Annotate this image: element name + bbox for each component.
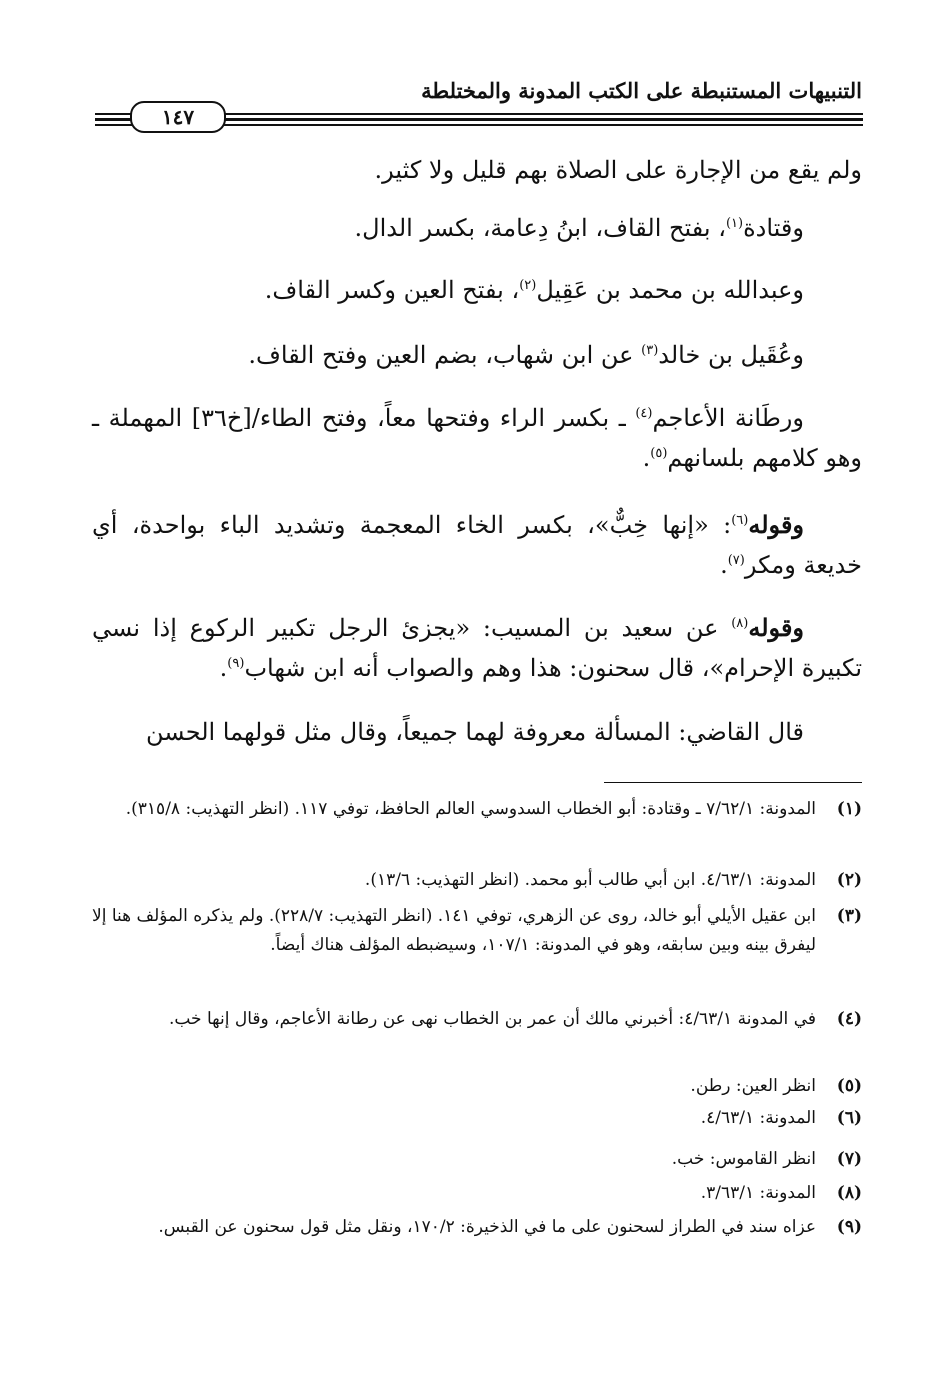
footnote-text: في المدونة ٤/٦٣/١: أخبرني مالك أن عمر بن الخطاب نهى عن رطانة الأعاجم، وقال إنها خب. — [168, 1009, 816, 1029]
footnote-separator — [604, 782, 862, 783]
running-title: التنبيهات المستنبطة على الكتب المدونة والمختلطة — [421, 78, 862, 103]
footnote-text: المدونة: ٤/٦٣/١. — [700, 1108, 816, 1128]
footnote-ref: (٨) — [731, 616, 749, 631]
bold-lead-word: وقوله — [748, 613, 804, 642]
body-paragraph: وقتادة$^{(١)}$، بفتح القاف، ابنُ دِعامة، بكسر الدال. — [354, 214, 804, 242]
body-paragraph: ولم يقع من الإجارة على الصلاة بهم قليل ولا كثير. — [374, 156, 862, 184]
footnote — [92, 902, 862, 960]
footnote-ref: (١) — [725, 216, 744, 231]
footnote-number: (٤) — [836, 1009, 862, 1029]
footnote-ref: (٤) — [635, 406, 653, 421]
footnote — [92, 1145, 862, 1174]
bold-lead-word: وقوله — [748, 510, 804, 539]
footnote-text: ابن عقيل الأيلي أبو خالد، روى عن الزهري، توفي ١٤١. (انظر التهذيب: ٢٢٨/٧). ولم يذكره المؤلف هنا إلا ليفرق بينه وبين سابقه، وهو في المدونة: ١٠٧/١، وسيضبطه المؤلف هناك أيضاً. — [92, 906, 816, 955]
footnote — [92, 795, 862, 824]
footnote-text: انظر العين: رطن. — [690, 1076, 816, 1096]
footnote-number: (١) — [836, 799, 862, 819]
body-paragraph: وقوله$^{(٨)}$ عن سعيد بن المسيب: «يجزئ الرجل تكبير الركوع إذا نسي تكبيرة الإحرام»، قال سحنون: هذا وهم والصواب أنه ابن شهاب$^{(٩)}$. — [92, 613, 862, 682]
footnote-ref: (٢) — [519, 278, 537, 293]
footnote-text: عزاه سند في الطراز لسحنون على ما في الذخيرة: ١٧٠/٢، ونقل مثل قول سحنون عن القبس. — [158, 1217, 816, 1237]
footnote-text: المدونة: ٤/٦٣/١. ابن أبي طالب أبو محمد. (انظر التهذيب: ١٣/٦). — [364, 870, 816, 890]
footnote — [92, 1179, 862, 1208]
footnote-number: (٥) — [836, 1076, 862, 1096]
footnote-ref: (٩) — [227, 656, 245, 671]
footnote — [92, 1005, 862, 1034]
footnote-number: (٦) — [836, 1108, 862, 1128]
footnote-number: (٢) — [836, 870, 862, 890]
page-number: ١٤٧ — [130, 101, 226, 133]
footnote-ref: (٧) — [727, 553, 745, 568]
body-paragraph: قال القاضي: المسألة معروفة لهما جميعاً، وقال مثل قولهما الحسن — [146, 718, 804, 746]
body-paragraph: وعُقَيل بن خالد$^{(٣)}$ عن ابن شهاب، بضم العين وفتح القاف. — [248, 341, 804, 369]
footnote-ref: (٥) — [650, 446, 668, 461]
footnote — [92, 1072, 862, 1101]
footnote-text: المدونة: ٧/٦٢/١ ـ وقتادة: أبو الخطاب السدوسي العالم الحافظ، توفي ١١٧. (انظر التهذيب: ٣١٥/٨). — [125, 799, 816, 819]
footnote-text: انظر القاموس: خب. — [671, 1149, 816, 1169]
footnote — [92, 1213, 862, 1242]
footnote-text: المدونة: ٣/٦٣/١. — [700, 1183, 816, 1203]
body-paragraph: ورطَانة الأعاجم$^{(٤)}$ ـ بكسر الراء وفتحها معاً، وفتح الطاء/[خ٣٦] المهملة ـ وهو كلامهم بلسانهم$^{(٥)}$. — [92, 404, 862, 472]
footnote-number: (٩) — [836, 1217, 862, 1237]
footnote-number: (٣) — [836, 906, 862, 926]
body-paragraph: وقوله$^{(٦)}$: «إنها خِبٌّ»، بكسر الخاء المعجمة وتشديد الباء بواحدة، أي خديعة ومكر$^{(٧)}$. — [92, 510, 862, 579]
footnote-ref: (٣) — [641, 343, 659, 358]
footnote-number: (٨) — [836, 1183, 862, 1203]
footnote-ref: (٦) — [731, 513, 749, 528]
footnote — [92, 1104, 862, 1133]
body-paragraph: وعبدالله بن محمد بن عَقِيل$^{(٢)}$، بفتح العين وكسر القاف. — [264, 276, 804, 304]
footnote — [92, 866, 862, 895]
footnote-number: (٧) — [836, 1149, 862, 1169]
